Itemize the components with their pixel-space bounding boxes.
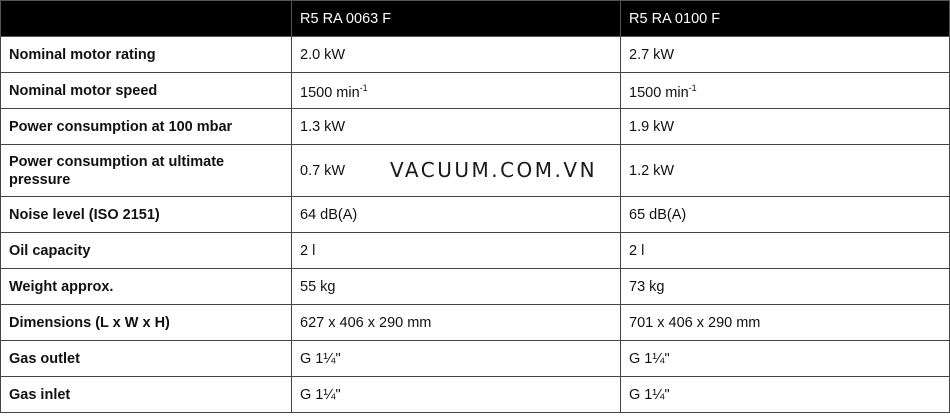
table-row <box>1 305 950 341</box>
header-row <box>1 1 950 37</box>
row-label: Dimensions (L x W x H) <box>1 305 292 341</box>
row-value-model-1: 1.3 kW <box>292 109 621 145</box>
table-row <box>1 73 950 109</box>
watermark-text: VACUUM.COM.VN <box>390 158 598 182</box>
value-text: 1500 min <box>629 84 689 101</box>
row-value-model-2: 701 x 406 x 290 mm <box>621 305 950 341</box>
row-value-model-2: G 1¼" <box>621 377 950 413</box>
row-label: Gas outlet <box>1 341 292 377</box>
row-value-model-2: G 1¼" <box>621 341 950 377</box>
row-value-model-1: 0.7 kW <box>292 145 621 197</box>
row-label: Oil capacity <box>1 233 292 269</box>
row-label: Nominal motor rating <box>1 37 292 73</box>
row-label: Noise level (ISO 2151) <box>1 197 292 233</box>
row-label: Weight approx. <box>1 269 292 305</box>
row-label: Power consumption at 100 mbar <box>1 109 292 145</box>
table-row <box>1 109 950 145</box>
row-value-model-1: 64 dB(A) <box>292 197 621 233</box>
header-model-1: R5 RA 0063 F <box>292 1 621 37</box>
row-value-model-2: 65 dB(A) <box>621 197 950 233</box>
value-superscript: -1 <box>359 83 368 94</box>
row-value-model-2: 1.2 kW <box>621 145 950 197</box>
table-row <box>1 233 950 269</box>
row-value-model-1: 627 x 406 x 290 mm <box>292 305 621 341</box>
table-row <box>1 377 950 413</box>
header-empty-cell <box>1 1 292 37</box>
table-row <box>1 341 950 377</box>
row-label: Gas inlet <box>1 377 292 413</box>
row-value-model-2: 73 kg <box>621 269 950 305</box>
row-label: Nominal motor speed <box>1 73 292 109</box>
value-text: 1500 min <box>300 84 360 101</box>
row-label: Power consumption at ultimate pressure <box>1 145 292 197</box>
row-value-model-2: 2.7 kW <box>621 37 950 73</box>
row-value-model-1: 55 kg <box>292 269 621 305</box>
row-value-model-2: 2 l <box>621 233 950 269</box>
table-row <box>1 197 950 233</box>
row-value-model-2: 1.9 kW <box>621 109 950 145</box>
header-model-2: R5 RA 0100 F <box>621 1 950 37</box>
value-superscript: -1 <box>688 83 697 94</box>
row-value-model-1: G 1¼" <box>292 377 621 413</box>
table-row <box>1 37 950 73</box>
row-value-model-1: 2.0 kW <box>292 37 621 73</box>
row-value-model-1 <box>292 73 621 109</box>
row-value-model-2 <box>621 73 950 109</box>
row-value-model-1: 2 l <box>292 233 621 269</box>
row-value-model-1: G 1¼" <box>292 341 621 377</box>
table-row <box>1 269 950 305</box>
